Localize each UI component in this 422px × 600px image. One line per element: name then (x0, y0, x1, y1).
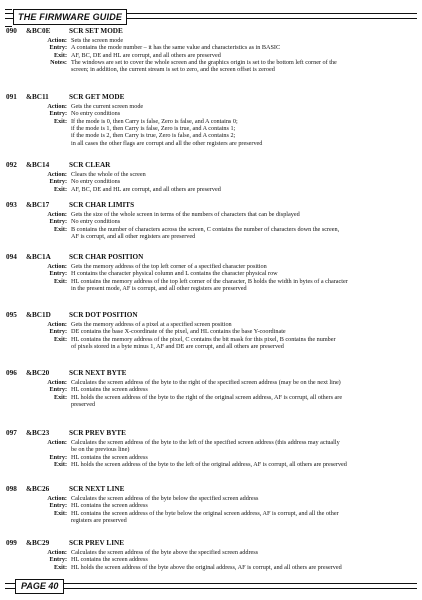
row-text: Calculates the screen address of the byte below the specified screen address (71, 495, 259, 502)
row-label: Action: (47, 495, 67, 502)
row-label: Exit: (53, 335, 67, 343)
row-label: Action: (47, 171, 67, 178)
entry-address: &BC0E (26, 27, 51, 35)
row-text: in the present mode, AF is corrupt, and all other registers are preserved (71, 284, 247, 292)
row-label: Entry: (49, 270, 67, 278)
row-label: Entry: (49, 556, 67, 564)
row-text: in all cases the other flags are corrupt and all the other registers are preserved (71, 139, 263, 147)
row-label: Action: (47, 379, 67, 386)
entry-number: 096 (6, 369, 17, 377)
row-label: Exit: (53, 277, 67, 285)
row-label: Exit: (53, 460, 67, 468)
row-label: Entry: (49, 502, 67, 510)
row-text: Calculates the screen address of the byte to the right of the specified screen address (may be on the next line) (71, 379, 341, 386)
row-text: A contains the mode number – it has the same value and characteristics as in BASIC (71, 44, 281, 52)
row-text: H contains the character physical column and L contains the character physical row (71, 270, 278, 278)
row-text: HL contains the screen address (71, 556, 148, 564)
row-label: Exit: (53, 393, 67, 401)
entry-address: &BC20 (26, 369, 50, 377)
page-header (5, 6, 417, 28)
row-label: Action: (47, 103, 67, 110)
row-text: If the mode is 0, then Carry is false, Zero is false, and A contains 0; (71, 117, 238, 125)
row-text: HL holds the screen address of the byte above the original address, AF is corrupt, and all others are preserved (71, 563, 342, 571)
row-label: Entry: (49, 328, 67, 336)
row-text: The windows are set to cover the whole screen and the graphics origin is set to the bottom left corner of the (71, 58, 337, 66)
row-label: Action: (47, 549, 67, 556)
row-text: DE contains the base X-coordinate of the pixel, and HL contains the base Y-coordinate (71, 328, 286, 336)
entry-address: &BC29 (26, 539, 50, 547)
row-text: registers are preserved (71, 516, 127, 524)
row-text: Calculates the screen address of the byte above the specified screen address (71, 549, 259, 556)
entry-number: 097 (6, 429, 17, 437)
row-text: screen; in addition, the current stream is set to zero, and the screen offset is zeroed (71, 66, 275, 74)
entry-routine-name: SCR CHAR LIMITS (69, 201, 135, 209)
entry-number: 098 (6, 485, 17, 493)
row-label: Exit: (53, 563, 67, 571)
entry-routine-name: SCR GET MODE (69, 93, 125, 101)
entry-number: 092 (6, 161, 17, 169)
row-label: Exit: (53, 117, 67, 125)
row-text: No entry conditions (71, 218, 121, 226)
row-label: Action: (47, 37, 67, 44)
row-label: Action: (47, 211, 67, 218)
row-text: HL contains the screen address of the byte below the original screen address, AF is corrupt, and all the other (71, 509, 339, 517)
entry-routine-name: SCR CLEAR (69, 161, 111, 169)
row-text: No entry conditions (71, 178, 121, 186)
footer-rule-lower (5, 588, 417, 589)
row-text: Clears the whole of the screen (71, 171, 146, 178)
footer-rule-upper (5, 583, 417, 584)
row-label: Action: (47, 439, 67, 446)
row-label: Entry: (49, 386, 67, 394)
entry-number: 091 (6, 93, 17, 101)
row-label: Exit: (53, 509, 67, 517)
row-label: Entry: (49, 453, 67, 461)
entry-routine-name: SCR SET MODE (69, 27, 123, 35)
entry-routine-name: SCR NEXT LINE (69, 485, 125, 493)
row-text: if the mode is 1, then Carry is false, Zero is true, and A contains 1; (71, 124, 236, 132)
row-label: Exit: (53, 51, 67, 59)
row-text: B contains the number of characters across the screen, C contains the number of characters down the screen, (71, 225, 340, 233)
row-text: HL holds the screen address of the byte to the right of the original screen address, AF is corrupt, all others are (71, 393, 343, 401)
entry-address: &BC1A (26, 253, 51, 261)
row-text: Gets the current screen mode (71, 103, 144, 110)
row-text: if the mode is 2, then Carry is true, Zero is false, and A contains 2; (71, 132, 236, 140)
entry-routine-name: SCR DOT POSITION (69, 311, 138, 319)
row-label: Entry: (49, 110, 67, 118)
row-label: Exit: (53, 225, 67, 233)
row-label: Entry: (49, 218, 67, 226)
entry-address: &BC26 (26, 485, 50, 493)
row-text: HL contains the memory address of the top left corner of the character, B holds the width in bytes of a character (71, 277, 348, 285)
row-text: preserved (71, 400, 96, 408)
row-label: Action: (47, 321, 67, 328)
header-title: THE FIRMWARE GUIDE (13, 9, 127, 25)
row-label: Notes: (50, 58, 67, 66)
entry-routine-name: SCR NEXT BYTE (69, 369, 127, 377)
row-text: AF, BC, DE and HL are corrupt, and all others are preserved (71, 185, 221, 193)
row-text: HL contains the screen address (71, 386, 148, 394)
row-text: Calculates the screen address of the byte to the left of the specified screen address (this address may actually (71, 439, 340, 446)
row-text: be on the previous line) (71, 446, 130, 454)
row-text: of pixels stored in a byte minus 1, AF and DE are corrupt, and all others are preserved (71, 342, 284, 350)
row-text: HL contains the screen address (71, 453, 148, 461)
entry-number: 094 (6, 253, 17, 261)
row-text: Gets the size of the whole screen in terms of the numbers of characters that can be displayed (71, 211, 300, 218)
page-footer (5, 577, 417, 595)
row-text: No entry conditions (71, 110, 121, 118)
entry-address: &BC1D (26, 311, 51, 319)
row-text: Gets the memory address of a pixel at a specified screen position (71, 321, 232, 328)
entry-number: 093 (6, 201, 17, 209)
entry-address: &BC14 (26, 161, 50, 169)
row-text: AF, BC, DE and HL are corrupt, and all others are preserved (71, 51, 221, 59)
page-number: PAGE 40 (15, 579, 64, 594)
row-text: Gets the memory address of the top left corner of a specified character position (71, 263, 267, 270)
entry-address: &BC11 (26, 93, 49, 101)
row-label: Entry: (49, 44, 67, 52)
row-label: Exit: (53, 185, 67, 193)
entry-address: &BC23 (26, 429, 50, 437)
entry-routine-name: SCR CHAR POSITION (69, 253, 144, 261)
entry-routine-name: SCR PREV BYTE (69, 429, 126, 437)
entry-number: 099 (6, 539, 17, 547)
entry-number: 095 (6, 311, 17, 319)
row-text: Sets the screen mode (71, 37, 124, 44)
row-label: Action: (47, 263, 67, 270)
entry-routine-name: SCR PREV LINE (69, 539, 124, 547)
row-text: HL contains the screen address (71, 502, 148, 510)
entry-address: &BC17 (26, 201, 50, 209)
row-label: Entry: (49, 178, 67, 186)
entry-number: 090 (6, 27, 17, 35)
row-text: HL contains the memory address of the pixel, C contains the bit mask for this pixel, B contains the number (71, 335, 336, 343)
row-text: AF is corrupt, and all other registers are preserved (71, 232, 196, 240)
row-text: HL holds the screen address of the byte to the left of the original address, AF is corrupt, all others are preserved (71, 460, 347, 468)
